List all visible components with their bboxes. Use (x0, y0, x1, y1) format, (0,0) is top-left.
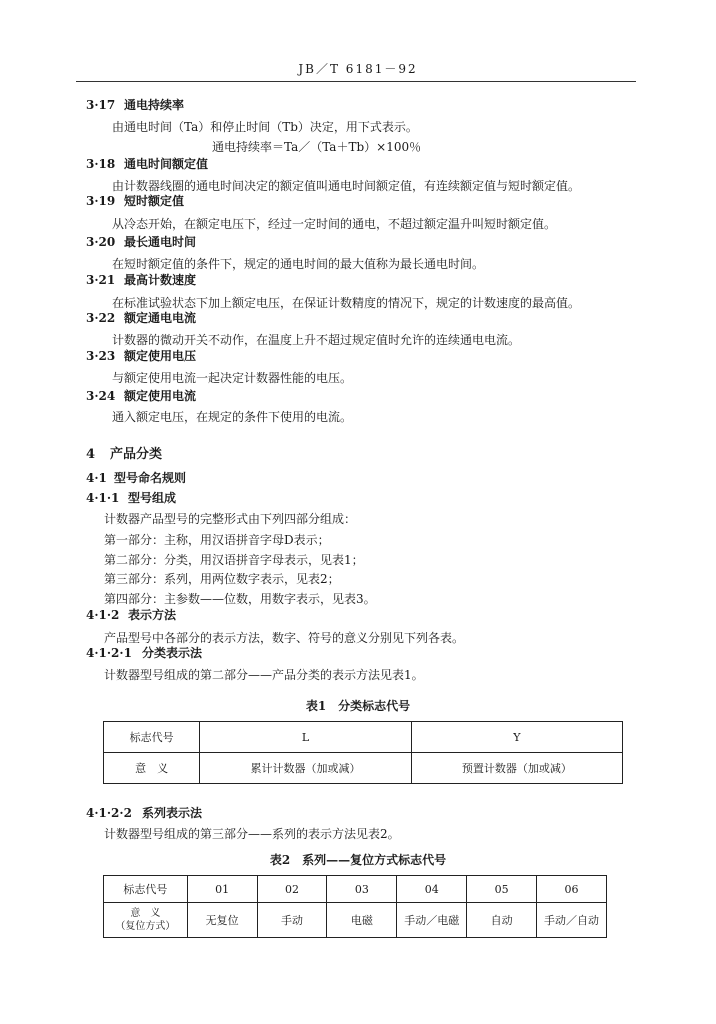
table2-meaning-cell: 无复位 (187, 903, 257, 938)
table2-header-meaning-sub: （复位方式） (115, 921, 176, 932)
section-3-18-title: 3·18 通电时间额定值 (86, 157, 209, 171)
section-3-17-text: 由通电时间（Ta）和停止时间（Tb）决定，用下式表示。 (112, 120, 418, 134)
table2-code-cell: 01 (187, 876, 257, 903)
table1-header-code: 标志代号 (104, 722, 200, 753)
section-3-24-title: 3·24 额定使用电流 (86, 389, 197, 403)
header-rule (76, 81, 636, 82)
table2-code-cell: 05 (467, 876, 537, 903)
table1-header-meaning: 意 义 (104, 753, 200, 784)
table2-meaning-cell: 手动／自动 (537, 903, 607, 938)
table2-code-cell: 04 (397, 876, 467, 903)
representation-method-text: 产品型号中各部分的表示方法，数字、符号的意义分别见下列各表。 (104, 631, 465, 645)
section-3-21-title: 3·21 最高计数速度 (86, 273, 197, 287)
model-part-1: 第一部分：主称，用汉语拼音字母D表示； (104, 533, 330, 547)
section-4-1-1-title: 4·1·1 型号组成 (86, 491, 177, 505)
table2-header-code: 标志代号 (104, 876, 188, 903)
table2-meaning-cell: 手动 (257, 903, 327, 938)
section-3-24-text: 通入额定电压，在规定的条件下使用的电流。 (112, 410, 353, 424)
table2-reset-mode-codes (103, 875, 607, 938)
section-3-20-title: 3·20 最长通电时间 (86, 235, 197, 249)
section-3-22-text: 计数器的微动开关不动作，在温度上升不超过规定值时允许的连续通电电流。 (112, 333, 521, 347)
classification-text: 计数器型号组成的第二部分——产品分类的表示方法见表1。 (104, 668, 424, 682)
table2-code-cell: 06 (537, 876, 607, 903)
model-part-2: 第二部分：分类，用汉语拼音字母表示，见表1； (104, 553, 364, 567)
section-3-18-text: 由计数器线圈的通电时间决定的额定值叫通电时间额定值，有连续额定值与短时额定值。 (112, 179, 581, 193)
table2-meaning-cell: 电磁 (327, 903, 397, 938)
table2-caption: 表2 系列——复位方式标志代号 (269, 853, 447, 867)
table1-classification-codes (103, 721, 623, 784)
table1-code-cell: Y (411, 722, 622, 753)
table2-meaning-cell: 自动 (467, 903, 537, 938)
series-text: 计数器型号组成的第三部分——系列的表示方法见表2。 (104, 827, 400, 841)
table1-code-cell: L (200, 722, 411, 753)
section-4-1-2-2-title: 4·1·2·2 系列表示法 (86, 806, 203, 820)
table2-meaning-cell: 手动／电磁 (397, 903, 467, 938)
table2-header-meaning-label: 意 义 (130, 908, 161, 919)
duty-ratio-formula: 通电持续率＝Ta／（Ta＋Tb）×100％ (212, 140, 422, 154)
table1-caption: 表1 分类标志代号 (305, 699, 411, 713)
table2-header-meaning (104, 903, 188, 938)
section-3-22-title: 3·22 额定通电电流 (86, 311, 197, 325)
section-3-23-title: 3·23 额定使用电压 (86, 349, 197, 363)
table2-code-cell: 02 (257, 876, 327, 903)
model-part-4: 第四部分：主参数——位数，用数字表示，见表3。 (104, 592, 376, 606)
table1-meaning-cell: 累计计数器（加或减） (200, 753, 411, 784)
section-3-19-title: 3·19 短时额定值 (86, 194, 185, 208)
model-part-3: 第三部分：系列，用两位数字表示，见表2； (104, 572, 340, 586)
section-3-17-title: 3·17 通电持续率 (86, 98, 185, 112)
section-3-23-text: 与额定使用电流一起决定计数器性能的电压。 (112, 371, 353, 385)
table1-meaning-cell: 预置计数器（加或减） (411, 753, 622, 784)
section-4-title: 4 产品分类 (86, 447, 163, 462)
model-composition-intro: 计数器产品型号的完整形式由下列四部分组成： (104, 512, 357, 526)
section-4-1-2-title: 4·1·2 表示方法 (86, 608, 177, 622)
table2-code-cell: 03 (327, 876, 397, 903)
section-4-1-title: 4·1 型号命名规则 (86, 471, 187, 485)
section-3-19-text: 从冷态开始，在额定电压下，经过一定时间的通电，不超过额定温升叫短时额定值。 (112, 217, 557, 231)
section-4-1-2-1-title: 4·1·2·1 分类表示法 (86, 646, 203, 660)
section-3-20-text: 在短时额定值的条件下，规定的通电时间的最大值称为最长通电时间。 (112, 257, 485, 271)
page-header-code: JB／T 6181－92 (298, 62, 418, 76)
section-3-21-text: 在标准试验状态下加上额定电压，在保证计数精度的情况下，规定的计数速度的最高值。 (112, 296, 581, 310)
